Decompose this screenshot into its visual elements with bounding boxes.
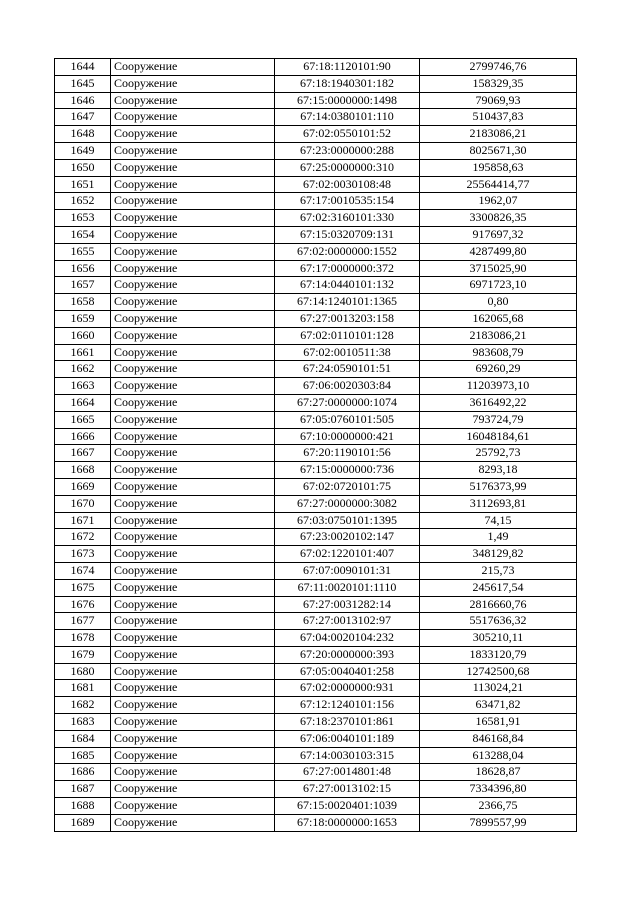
registry-table-body (55, 59, 577, 832)
cadastral-number-cell: 67:14:1240101:1365 (275, 294, 420, 311)
cadastral-number-cell: 67:03:0750101:1395 (275, 512, 420, 529)
cadastral-value-cell: 1,49 (420, 529, 577, 546)
object-type-cell: Сооружение (111, 361, 275, 378)
table-row (55, 411, 577, 428)
cadastral-value-cell: 793724,79 (420, 411, 577, 428)
cadastral-value-cell: 113024,21 (420, 680, 577, 697)
cadastral-value-cell: 0,80 (420, 294, 577, 311)
cadastral-number-cell: 67:02:0030108:48 (275, 176, 420, 193)
cadastral-value-cell: 11203973,10 (420, 378, 577, 395)
cadastral-number-cell: 67:20:1190101:56 (275, 445, 420, 462)
table-row (55, 109, 577, 126)
object-type-cell: Сооружение (111, 529, 275, 546)
cadastral-number-cell: 67:02:0000000:1552 (275, 243, 420, 260)
table-row (55, 663, 577, 680)
cadastral-number-cell: 67:06:0040101:189 (275, 730, 420, 747)
object-type-cell: Сооружение (111, 294, 275, 311)
row-number-cell: 1667 (55, 445, 111, 462)
cadastral-number-cell: 67:05:0760101:505 (275, 411, 420, 428)
row-number-cell: 1666 (55, 428, 111, 445)
table-row (55, 697, 577, 714)
object-type-cell: Сооружение (111, 378, 275, 395)
object-type-cell: Сооружение (111, 243, 275, 260)
row-number-cell: 1673 (55, 546, 111, 563)
object-type-cell: Сооружение (111, 495, 275, 512)
table-row (55, 378, 577, 395)
object-type-cell: Сооружение (111, 579, 275, 596)
cadastral-number-cell: 67:23:0000000:288 (275, 142, 420, 159)
object-type-cell: Сооружение (111, 159, 275, 176)
table-row (55, 798, 577, 815)
table-row (55, 714, 577, 731)
object-type-cell: Сооружение (111, 630, 275, 647)
cadastral-value-cell: 348129,82 (420, 546, 577, 563)
table-row (55, 596, 577, 613)
object-type-cell: Сооружение (111, 277, 275, 294)
cadastral-value-cell: 245617,54 (420, 579, 577, 596)
row-number-cell: 1681 (55, 680, 111, 697)
row-number-cell: 1685 (55, 747, 111, 764)
object-type-cell: Сооружение (111, 613, 275, 630)
cadastral-value-cell: 613288,04 (420, 747, 577, 764)
object-type-cell: Сооружение (111, 546, 275, 563)
row-number-cell: 1658 (55, 294, 111, 311)
cadastral-value-cell: 5176373,99 (420, 478, 577, 495)
table-row (55, 142, 577, 159)
row-number-cell: 1655 (55, 243, 111, 260)
row-number-cell: 1679 (55, 646, 111, 663)
cadastral-number-cell: 67:11:0020101:1110 (275, 579, 420, 596)
table-row (55, 92, 577, 109)
object-type-cell: Сооружение (111, 59, 275, 76)
object-type-cell: Сооружение (111, 142, 275, 159)
cadastral-number-cell: 67:23:0020102:147 (275, 529, 420, 546)
object-type-cell: Сооружение (111, 176, 275, 193)
cadastral-value-cell: 4287499,80 (420, 243, 577, 260)
row-number-cell: 1689 (55, 814, 111, 831)
object-type-cell: Сооружение (111, 445, 275, 462)
table-row (55, 176, 577, 193)
object-type-cell: Сооружение (111, 596, 275, 613)
row-number-cell: 1682 (55, 697, 111, 714)
row-number-cell: 1677 (55, 613, 111, 630)
object-type-cell: Сооружение (111, 747, 275, 764)
cadastral-number-cell: 67:14:0440101:132 (275, 277, 420, 294)
row-number-cell: 1686 (55, 764, 111, 781)
row-number-cell: 1662 (55, 361, 111, 378)
cadastral-number-cell: 67:15:0000000:1498 (275, 92, 420, 109)
cadastral-value-cell: 1962,07 (420, 193, 577, 210)
row-number-cell: 1680 (55, 663, 111, 680)
cadastral-value-cell: 195858,63 (420, 159, 577, 176)
cadastral-value-cell: 3616492,22 (420, 394, 577, 411)
cadastral-number-cell: 67:24:0590101:51 (275, 361, 420, 378)
table-row (55, 159, 577, 176)
table-row (55, 781, 577, 798)
cadastral-value-cell: 2799746,76 (420, 59, 577, 76)
cadastral-number-cell: 67:14:0380101:110 (275, 109, 420, 126)
table-row (55, 613, 577, 630)
cadastral-value-cell: 2183086,21 (420, 126, 577, 143)
object-type-cell: Сооружение (111, 226, 275, 243)
cadastral-number-cell: 67:18:2370101:861 (275, 714, 420, 731)
table-row (55, 445, 577, 462)
cadastral-number-cell: 67:07:0090101:31 (275, 562, 420, 579)
row-number-cell: 1669 (55, 478, 111, 495)
row-number-cell: 1676 (55, 596, 111, 613)
object-type-cell: Сооружение (111, 260, 275, 277)
cadastral-number-cell: 67:15:0000000:736 (275, 462, 420, 479)
cadastral-value-cell: 5517636,32 (420, 613, 577, 630)
cadastral-value-cell: 1833120,79 (420, 646, 577, 663)
cadastral-number-cell: 67:15:0320709:131 (275, 226, 420, 243)
object-type-cell: Сооружение (111, 798, 275, 815)
cadastral-number-cell: 67:02:0550101:52 (275, 126, 420, 143)
cadastral-number-cell: 67:12:1240101:156 (275, 697, 420, 714)
cadastral-value-cell: 69260,29 (420, 361, 577, 378)
cadastral-number-cell: 67:27:0013102:15 (275, 781, 420, 798)
row-number-cell: 1672 (55, 529, 111, 546)
cadastral-value-cell: 3300826,35 (420, 210, 577, 227)
table-row (55, 126, 577, 143)
cadastral-value-cell: 63471,82 (420, 697, 577, 714)
row-number-cell: 1684 (55, 730, 111, 747)
row-number-cell: 1660 (55, 327, 111, 344)
row-number-cell: 1664 (55, 394, 111, 411)
cadastral-value-cell: 3112693,81 (420, 495, 577, 512)
table-row (55, 546, 577, 563)
cadastral-number-cell: 67:05:0040401:258 (275, 663, 420, 680)
row-number-cell: 1683 (55, 714, 111, 731)
table-row (55, 814, 577, 831)
row-number-cell: 1674 (55, 562, 111, 579)
object-type-cell: Сооружение (111, 663, 275, 680)
object-type-cell: Сооружение (111, 92, 275, 109)
object-type-cell: Сооружение (111, 764, 275, 781)
table-row (55, 243, 577, 260)
cadastral-value-cell: 158329,35 (420, 75, 577, 92)
cadastral-number-cell: 67:17:0000000:372 (275, 260, 420, 277)
table-row (55, 310, 577, 327)
row-number-cell: 1651 (55, 176, 111, 193)
row-number-cell: 1652 (55, 193, 111, 210)
row-number-cell: 1665 (55, 411, 111, 428)
cadastral-value-cell: 2816660,76 (420, 596, 577, 613)
cadastral-value-cell: 7899557,99 (420, 814, 577, 831)
cadastral-value-cell: 917697,32 (420, 226, 577, 243)
object-type-cell: Сооружение (111, 730, 275, 747)
row-number-cell: 1646 (55, 92, 111, 109)
row-number-cell: 1650 (55, 159, 111, 176)
cadastral-value-cell: 510437,83 (420, 109, 577, 126)
cadastral-value-cell: 305210,11 (420, 630, 577, 647)
object-type-cell: Сооружение (111, 210, 275, 227)
cadastral-value-cell: 2183086,21 (420, 327, 577, 344)
table-row (55, 59, 577, 76)
table-row (55, 462, 577, 479)
cadastral-value-cell: 3715025,90 (420, 260, 577, 277)
row-number-cell: 1656 (55, 260, 111, 277)
object-type-cell: Сооружение (111, 562, 275, 579)
cadastral-number-cell: 67:06:0020303:84 (275, 378, 420, 395)
object-type-cell: Сооружение (111, 193, 275, 210)
object-type-cell: Сооружение (111, 109, 275, 126)
object-type-cell: Сооружение (111, 512, 275, 529)
table-row (55, 361, 577, 378)
cadastral-value-cell: 12742500,68 (420, 663, 577, 680)
property-registry-table (54, 58, 577, 832)
row-number-cell: 1671 (55, 512, 111, 529)
cadastral-number-cell: 67:27:0000000:3082 (275, 495, 420, 512)
object-type-cell: Сооружение (111, 646, 275, 663)
cadastral-value-cell: 79069,93 (420, 92, 577, 109)
table-row (55, 344, 577, 361)
cadastral-value-cell: 25564414,77 (420, 176, 577, 193)
table-row (55, 428, 577, 445)
table-row (55, 495, 577, 512)
cadastral-value-cell: 8025671,30 (420, 142, 577, 159)
row-number-cell: 1670 (55, 495, 111, 512)
cadastral-value-cell: 162065,68 (420, 310, 577, 327)
cadastral-number-cell: 67:27:0031282:14 (275, 596, 420, 613)
table-row (55, 75, 577, 92)
table-row (55, 260, 577, 277)
cadastral-number-cell: 67:25:0000000:310 (275, 159, 420, 176)
table-row (55, 646, 577, 663)
cadastral-value-cell: 18628,87 (420, 764, 577, 781)
object-type-cell: Сооружение (111, 814, 275, 831)
cadastral-number-cell: 67:18:1940301:182 (275, 75, 420, 92)
cadastral-number-cell: 67:18:0000000:1653 (275, 814, 420, 831)
table-row (55, 294, 577, 311)
object-type-cell: Сооружение (111, 680, 275, 697)
cadastral-number-cell: 67:10:0000000:421 (275, 428, 420, 445)
cadastral-value-cell: 16048184,61 (420, 428, 577, 445)
row-number-cell: 1657 (55, 277, 111, 294)
row-number-cell: 1675 (55, 579, 111, 596)
object-type-cell: Сооружение (111, 714, 275, 731)
row-number-cell: 1653 (55, 210, 111, 227)
row-number-cell: 1659 (55, 310, 111, 327)
object-type-cell: Сооружение (111, 394, 275, 411)
cadastral-number-cell: 67:27:0000000:1074 (275, 394, 420, 411)
cadastral-number-cell: 67:04:0020104:232 (275, 630, 420, 647)
table-row (55, 193, 577, 210)
cadastral-value-cell: 846168,84 (420, 730, 577, 747)
table-row (55, 478, 577, 495)
row-number-cell: 1663 (55, 378, 111, 395)
table-row (55, 277, 577, 294)
cadastral-value-cell: 6971723,10 (420, 277, 577, 294)
table-row (55, 562, 577, 579)
row-number-cell: 1688 (55, 798, 111, 815)
row-number-cell: 1678 (55, 630, 111, 647)
object-type-cell: Сооружение (111, 478, 275, 495)
object-type-cell: Сооружение (111, 697, 275, 714)
cadastral-number-cell: 67:27:0013203:158 (275, 310, 420, 327)
table-row (55, 579, 577, 596)
table-row (55, 210, 577, 227)
table-row (55, 730, 577, 747)
object-type-cell: Сооружение (111, 327, 275, 344)
table-row (55, 512, 577, 529)
object-type-cell: Сооружение (111, 344, 275, 361)
cadastral-number-cell: 67:15:0020401:1039 (275, 798, 420, 815)
row-number-cell: 1647 (55, 109, 111, 126)
cadastral-value-cell: 25792,73 (420, 445, 577, 462)
cadastral-number-cell: 67:27:0014801:48 (275, 764, 420, 781)
cadastral-value-cell: 215,73 (420, 562, 577, 579)
row-number-cell: 1687 (55, 781, 111, 798)
table-row (55, 747, 577, 764)
table-row (55, 394, 577, 411)
cadastral-value-cell: 983608,79 (420, 344, 577, 361)
table-row (55, 226, 577, 243)
cadastral-value-cell: 8293,18 (420, 462, 577, 479)
cadastral-number-cell: 67:18:1120101:90 (275, 59, 420, 76)
row-number-cell: 1668 (55, 462, 111, 479)
cadastral-number-cell: 67:14:0030103:315 (275, 747, 420, 764)
cadastral-number-cell: 67:02:0000000:931 (275, 680, 420, 697)
cadastral-value-cell: 7334396,80 (420, 781, 577, 798)
table-row (55, 764, 577, 781)
object-type-cell: Сооружение (111, 781, 275, 798)
cadastral-number-cell: 67:20:0000000:393 (275, 646, 420, 663)
row-number-cell: 1648 (55, 126, 111, 143)
cadastral-number-cell: 67:17:0010535:154 (275, 193, 420, 210)
cadastral-number-cell: 67:02:3160101:330 (275, 210, 420, 227)
table-row (55, 529, 577, 546)
row-number-cell: 1645 (55, 75, 111, 92)
row-number-cell: 1661 (55, 344, 111, 361)
table-row (55, 630, 577, 647)
cadastral-value-cell: 74,15 (420, 512, 577, 529)
cadastral-value-cell: 2366,75 (420, 798, 577, 815)
table-row (55, 680, 577, 697)
cadastral-value-cell: 16581,91 (420, 714, 577, 731)
object-type-cell: Сооружение (111, 75, 275, 92)
cadastral-number-cell: 67:02:0010511:38 (275, 344, 420, 361)
cadastral-number-cell: 67:02:0720101:75 (275, 478, 420, 495)
row-number-cell: 1654 (55, 226, 111, 243)
table-row (55, 327, 577, 344)
cadastral-number-cell: 67:02:0110101:128 (275, 327, 420, 344)
cadastral-number-cell: 67:02:1220101:407 (275, 546, 420, 563)
object-type-cell: Сооружение (111, 462, 275, 479)
object-type-cell: Сооружение (111, 310, 275, 327)
row-number-cell: 1644 (55, 59, 111, 76)
object-type-cell: Сооружение (111, 126, 275, 143)
object-type-cell: Сооружение (111, 411, 275, 428)
row-number-cell: 1649 (55, 142, 111, 159)
object-type-cell: Сооружение (111, 428, 275, 445)
cadastral-number-cell: 67:27:0013102:97 (275, 613, 420, 630)
